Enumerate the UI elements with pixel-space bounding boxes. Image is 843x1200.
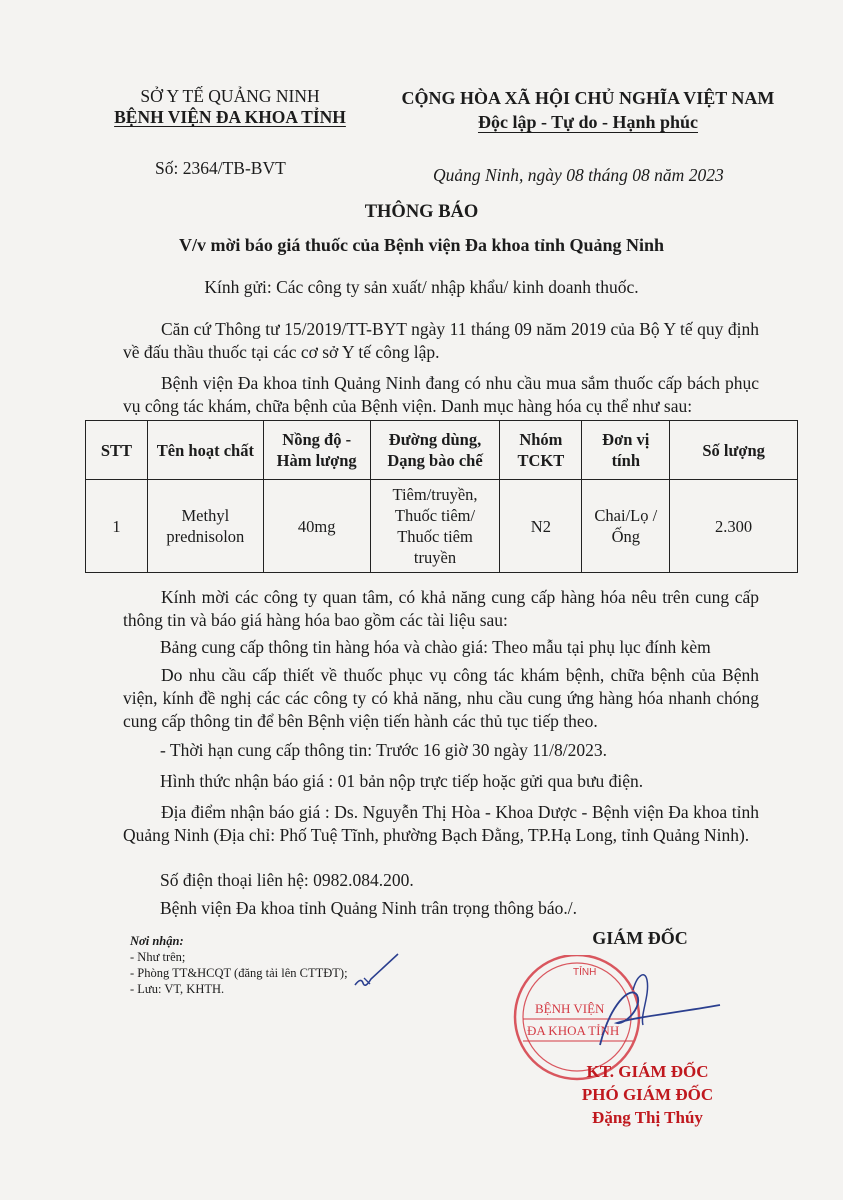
table-cell: Chai/Lọ /Ống: [582, 480, 670, 573]
line-quote-form: Bảng cung cấp thông tin hàng hóa và chào giá: Theo mẫu tại phụ lục đính kèm: [160, 637, 711, 657]
recipient-item: - Lưu: VT, KHTH.: [130, 982, 225, 996]
document-subtitle: V/v mời báo giá thuốc của Bệnh viện Đa khoa tỉnh Quảng Ninh: [178, 235, 665, 255]
table-row: [86, 480, 798, 573]
paragraph-urgency: Do nhu cầu cấp thiết về thuốc phục vụ công tác khám bệnh, chữa bệnh của Bệnh viện, kính đề nghị các các công ty có khả năng, nhu cầu cung ứng hàng hóa nhanh chóng cung cấp thông tin để bên Bệnh viện tiến hành các thủ tục tiếp theo.: [123, 665, 759, 731]
issuer-organization: BỆNH VIỆN ĐA KHOA TỈNH: [114, 107, 346, 127]
table-cell: 1: [86, 480, 148, 573]
table-header-cell: Nồng độ - Hàm lượng: [263, 421, 370, 480]
recipient-item: - Phòng TT&HCQT (đăng tải lên CTTĐT);: [130, 966, 348, 980]
addressee: Kính gửi: Các công ty sản xuất/ nhập khẩu/ kinh doanh thuốc.: [204, 277, 639, 297]
table-header-cell: Đơn vị tính: [582, 421, 670, 480]
table-cell: Tiêm/truyền, Thuốc tiêm/ Thuốc tiêm truyền: [370, 480, 500, 573]
signature-position: GIÁM ĐỐC: [592, 928, 688, 948]
table-header-cell: Đường dùng, Dạng bào chế: [370, 421, 500, 480]
national-motto: Độc lập - Tự do - Hạnh phúc: [477, 112, 699, 132]
document-title: THÔNG BÁO: [364, 202, 479, 222]
paragraph-legal-basis: Căn cứ Thông tư 15/2019/TT-BYT ngày 11 tháng 09 năm 2019 của Bộ Y tế quy định về đấu thầu thuốc tại các cơ sở Y tế công lập.: [123, 319, 759, 362]
line-submission-method: Hình thức nhận báo giá : 01 bản nộp trực tiếp hoặc gửi qua bưu điện.: [160, 771, 644, 791]
table-header-cell: Số lượng: [670, 421, 798, 480]
line-deadline: - Thời hạn cung cấp thông tin: Trước 16 giờ 30 ngày 11/8/2023.: [160, 740, 608, 760]
line-closing: Bệnh viện Đa khoa tỉnh Quảng Ninh trân trọng thông báo./.: [160, 898, 578, 918]
table-header-cell: Tên hoạt chất: [147, 421, 263, 480]
signer-name: Đặng Thị Thúy: [592, 1108, 703, 1127]
table-cell: 40mg: [263, 480, 370, 573]
issuer-ministry: SỞ Y TẾ QUẢNG NINH: [140, 86, 320, 106]
place-date: Quảng Ninh, ngày 08 tháng 08 năm 2023: [433, 165, 724, 185]
paragraph-need: Bệnh viện Đa khoa tỉnh Quảng Ninh đang có nhu cầu mua sắm thuốc cấp bách phục vụ công tác khám, chữa bệnh của Bệnh viện. Danh mục hàng hóa cụ thể như sau:: [123, 373, 759, 416]
signer-deputy-title: PHÓ GIÁM ĐỐC: [581, 1085, 714, 1104]
table-header-cell: STT: [86, 421, 148, 480]
country-name: CỘNG HÒA XÃ HỘI CHỦ NGHĨA VIỆT NAM: [401, 88, 775, 108]
table-header-row: [86, 421, 798, 480]
table-header-cell: Nhóm TCKT: [500, 421, 582, 480]
stamp-top-text: TỈNH: [573, 967, 597, 978]
paragraph-address: Địa điểm nhận báo giá : Ds. Nguyễn Thị Hòa - Khoa Dược - Bệnh viện Đa khoa tỉnh Quảng Ninh (Địa chỉ: Phố Tuệ Tĩnh, phường Bạch Đằng, TP.Hạ Long, tỉnh Quảng Ninh).: [123, 802, 759, 845]
recipients-title: Nơi nhận:: [130, 934, 184, 948]
table-cell: Methyl prednisolon: [147, 480, 263, 573]
paragraph-invitation: Kính mời các công ty quan tâm, có khả năng cung cấp hàng hóa nêu trên cung cấp thông tin và báo giá hàng hóa bao gồm các tài liệu sau:: [123, 587, 759, 630]
stamp-text-line1: BỆNH VIỆN: [535, 1001, 605, 1016]
recipient-item: - Như trên;: [130, 950, 186, 964]
national-header: [378, 86, 798, 134]
recipients-block: [130, 933, 348, 997]
line-phone: Số điện thoại liên hệ: 0982.084.200.: [160, 870, 414, 890]
initial-mark-icon: [350, 950, 410, 995]
table-cell: 2.300: [670, 480, 798, 573]
table-cell: N2: [500, 480, 582, 573]
document-number: Số: 2364/TB-BVT: [155, 158, 286, 178]
items-table: [85, 420, 798, 573]
issuer-block: [85, 86, 375, 128]
stamp-text-line2: ĐA KHOA TỈNH: [527, 1023, 620, 1038]
signer-deputy-prefix: KT. GIÁM ĐỐC: [586, 1062, 709, 1081]
